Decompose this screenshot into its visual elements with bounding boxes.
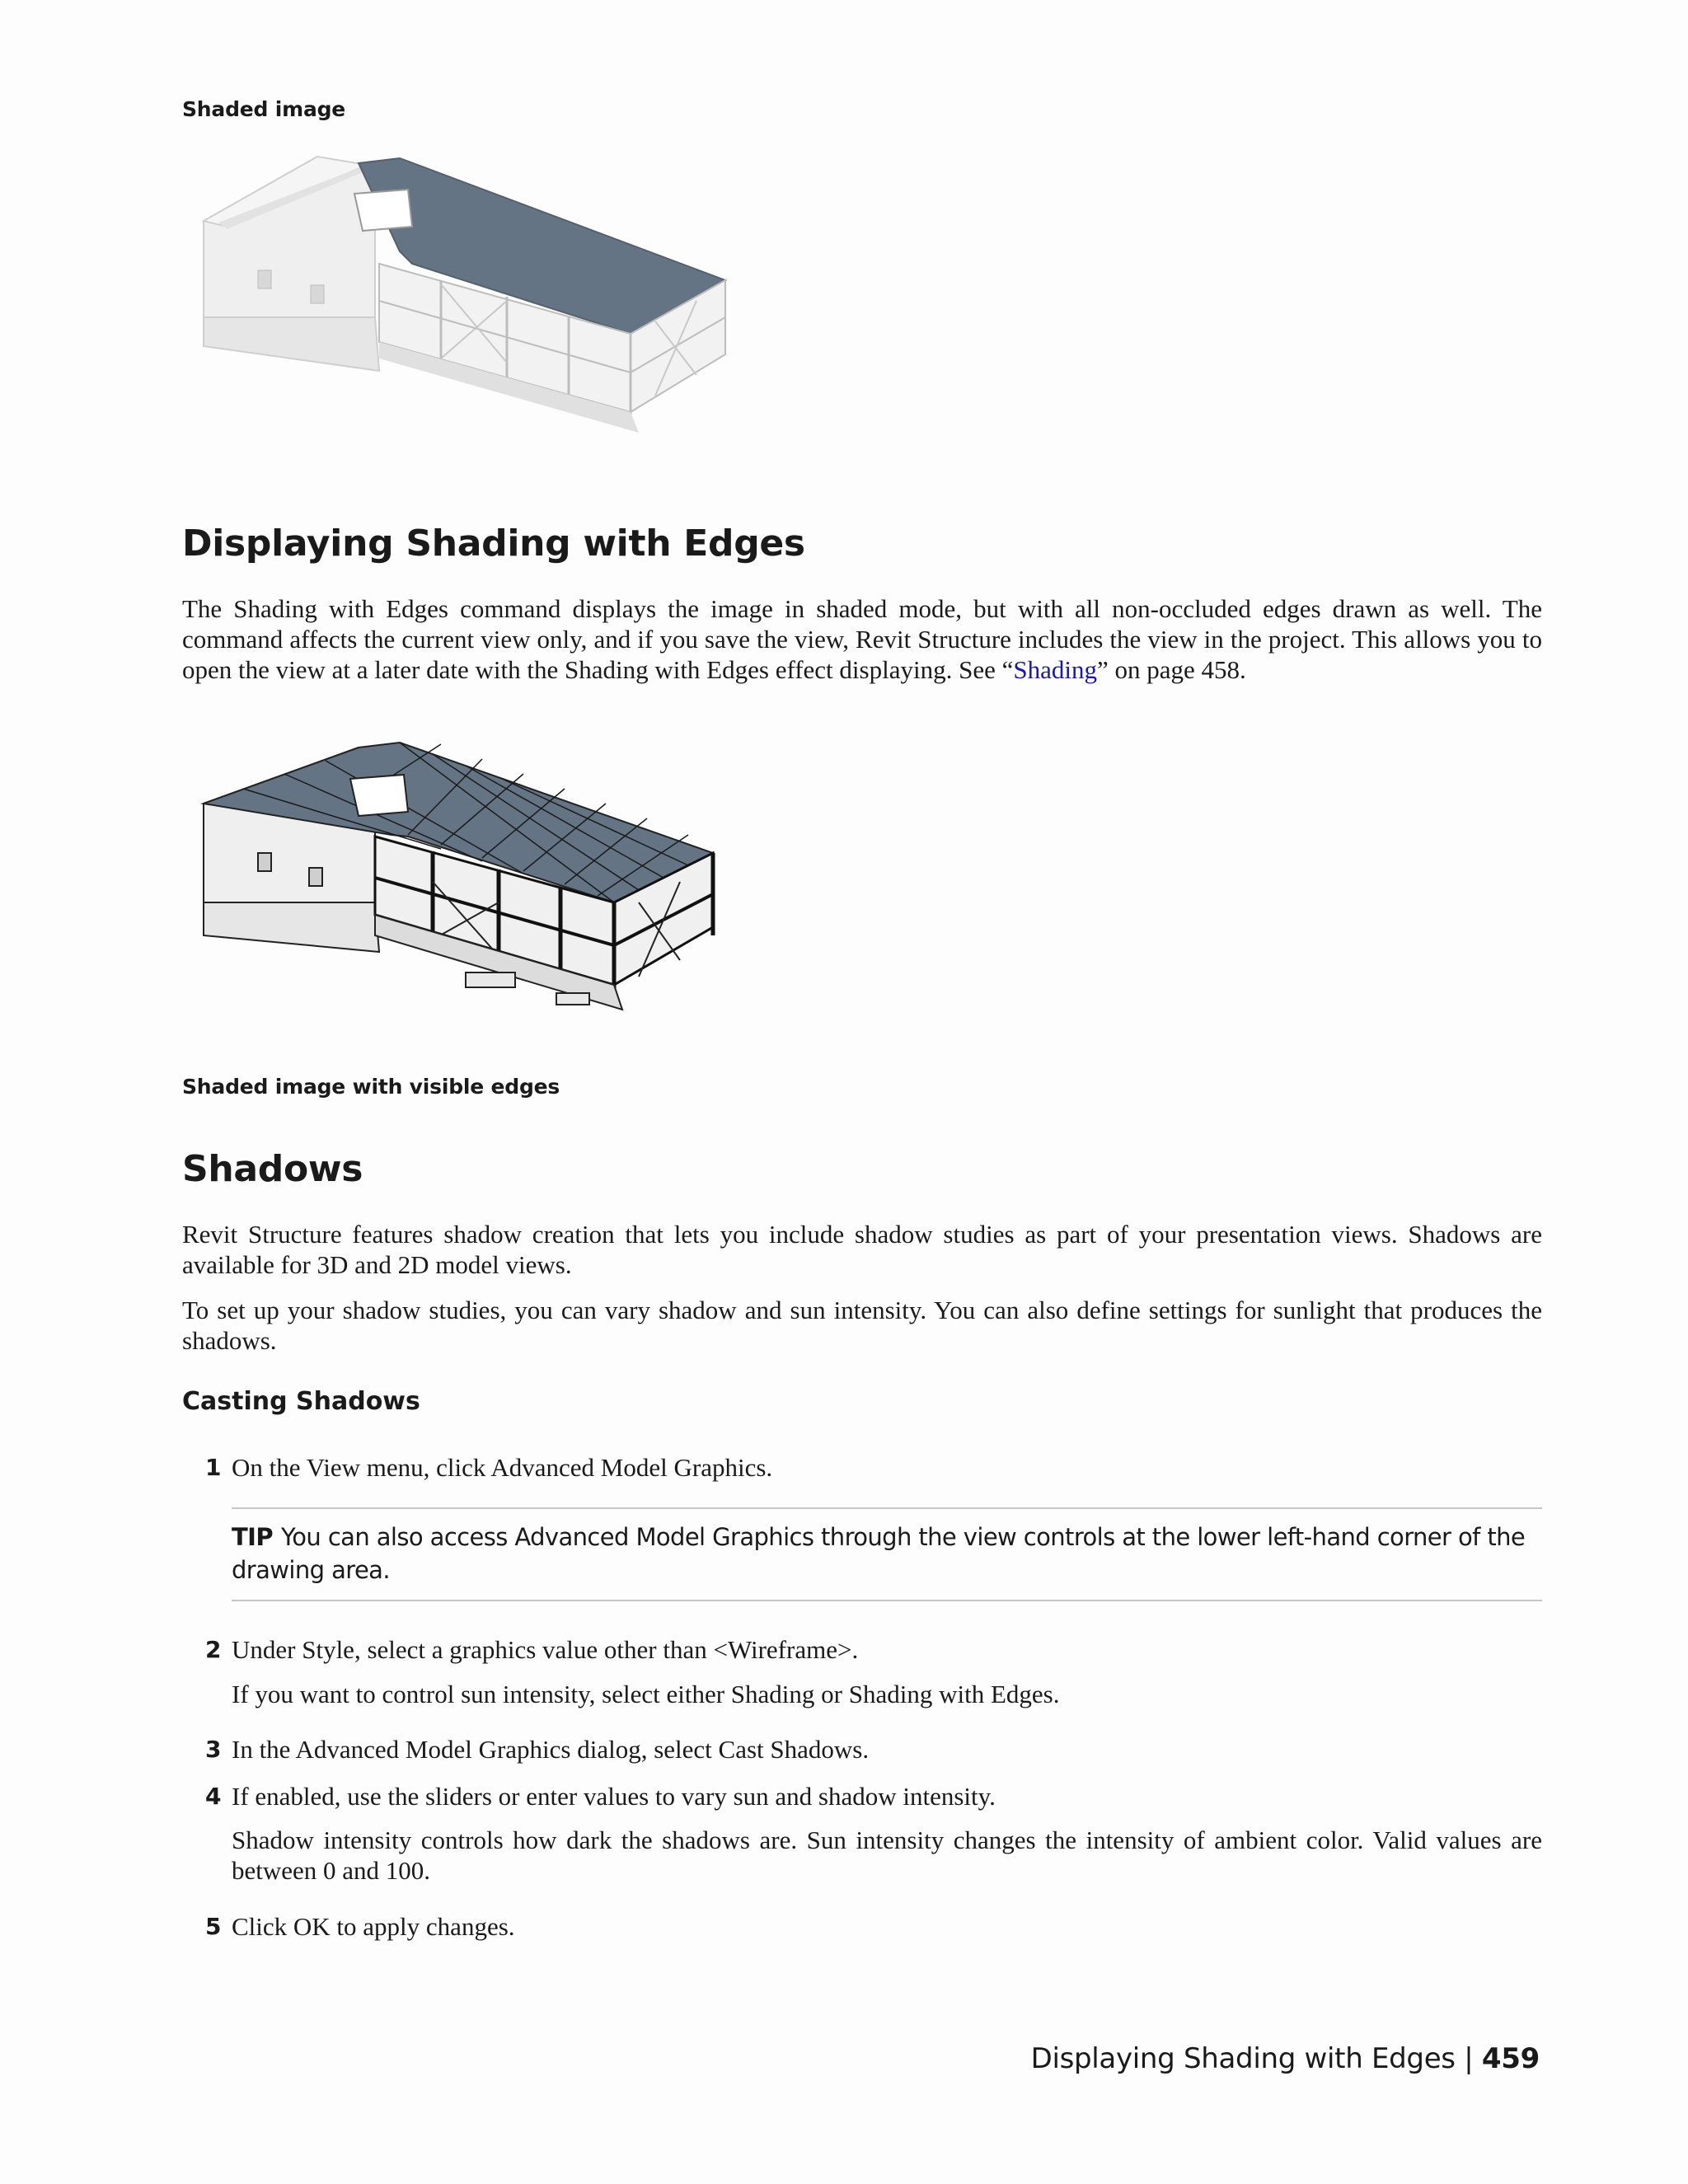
window-icon (311, 285, 324, 303)
paragraph-text-end: ” on page 458. (1096, 655, 1246, 684)
step-number: 2 (205, 1636, 222, 1663)
paragraph-shadows-intro: Revit Structure features shadow creation that lets you include shadow studies as part of your presentation views. Shadows are available for 3D and 2D model views. (182, 1220, 1542, 1279)
figure-caption-shaded-edges: Shaded image with visible edges (182, 1075, 560, 1099)
step-text: Click OK to apply changes. (232, 1912, 515, 1941)
step-4-detail: Shadow intensity controls how dark the shadows are. Sun intensity changes the intensity of ambient color. Valid values are between 0 and 100. (232, 1825, 1542, 1885)
section-heading-shading-with-edges: Displaying Shading with Edges (182, 523, 805, 565)
page-footer (1031, 2042, 1540, 2075)
step-number: 3 (205, 1736, 222, 1763)
footer-separator: | (1464, 2042, 1474, 2075)
paragraph-shading-with-edges (182, 593, 1542, 685)
section-heading-shadows: Shadows (182, 1148, 363, 1190)
step-number: 4 (205, 1783, 222, 1810)
step-number: 1 (205, 1454, 222, 1481)
footer-title: Displaying Shading with Edges (1030, 2042, 1456, 2075)
subsection-heading-casting-shadows: Casting Shadows (182, 1387, 420, 1416)
window-icon (258, 270, 271, 288)
tip-text: You can also access Advanced Model Graphics through the view controls at the lower left-hand corner of the drawing area. (232, 1523, 1526, 1584)
figure-caption-shaded: Shaded image (182, 97, 346, 121)
page-number: 459 (1481, 2042, 1540, 2075)
window-icon (309, 868, 322, 886)
step-text: On the View menu, click Advanced Model Graphics. (232, 1453, 773, 1482)
step-text: If enabled, use the sliders or enter values to vary sun and shadow intensity. (232, 1782, 996, 1811)
tip-box (232, 1507, 1542, 1601)
paragraph-shadows-setup: To set up your shadow studies, you can vary shadow and sun intensity. You can also define settings for sunlight that produces the shadows. (182, 1296, 1542, 1355)
shaded-edges-building-image (194, 738, 721, 1043)
step-2-detail: If you want to control sun intensity, select either Shading or Shading with Edges. (232, 1680, 1060, 1708)
shaded-building-image (194, 148, 738, 470)
shading-link[interactable]: Shading (1013, 655, 1097, 684)
step-text: In the Advanced Model Graphics dialog, select Cast Shadows. (232, 1735, 870, 1764)
paragraph-text: The Shading with Edges command displays the image in shaded mode, but with all non-occluded edges drawn as well. The command affects the current view only, and if you save the view, Revit Structure includes the view in the project. This allows you to open the view at a later date with the Shading with Edges effect displaying. See “ (182, 594, 1542, 684)
window-icon (258, 853, 271, 871)
tip-label: TIP (232, 1523, 274, 1551)
step-text: Under Style, select a graphics value other than <Wireframe>. (232, 1635, 859, 1664)
step-number: 5 (205, 1913, 222, 1940)
